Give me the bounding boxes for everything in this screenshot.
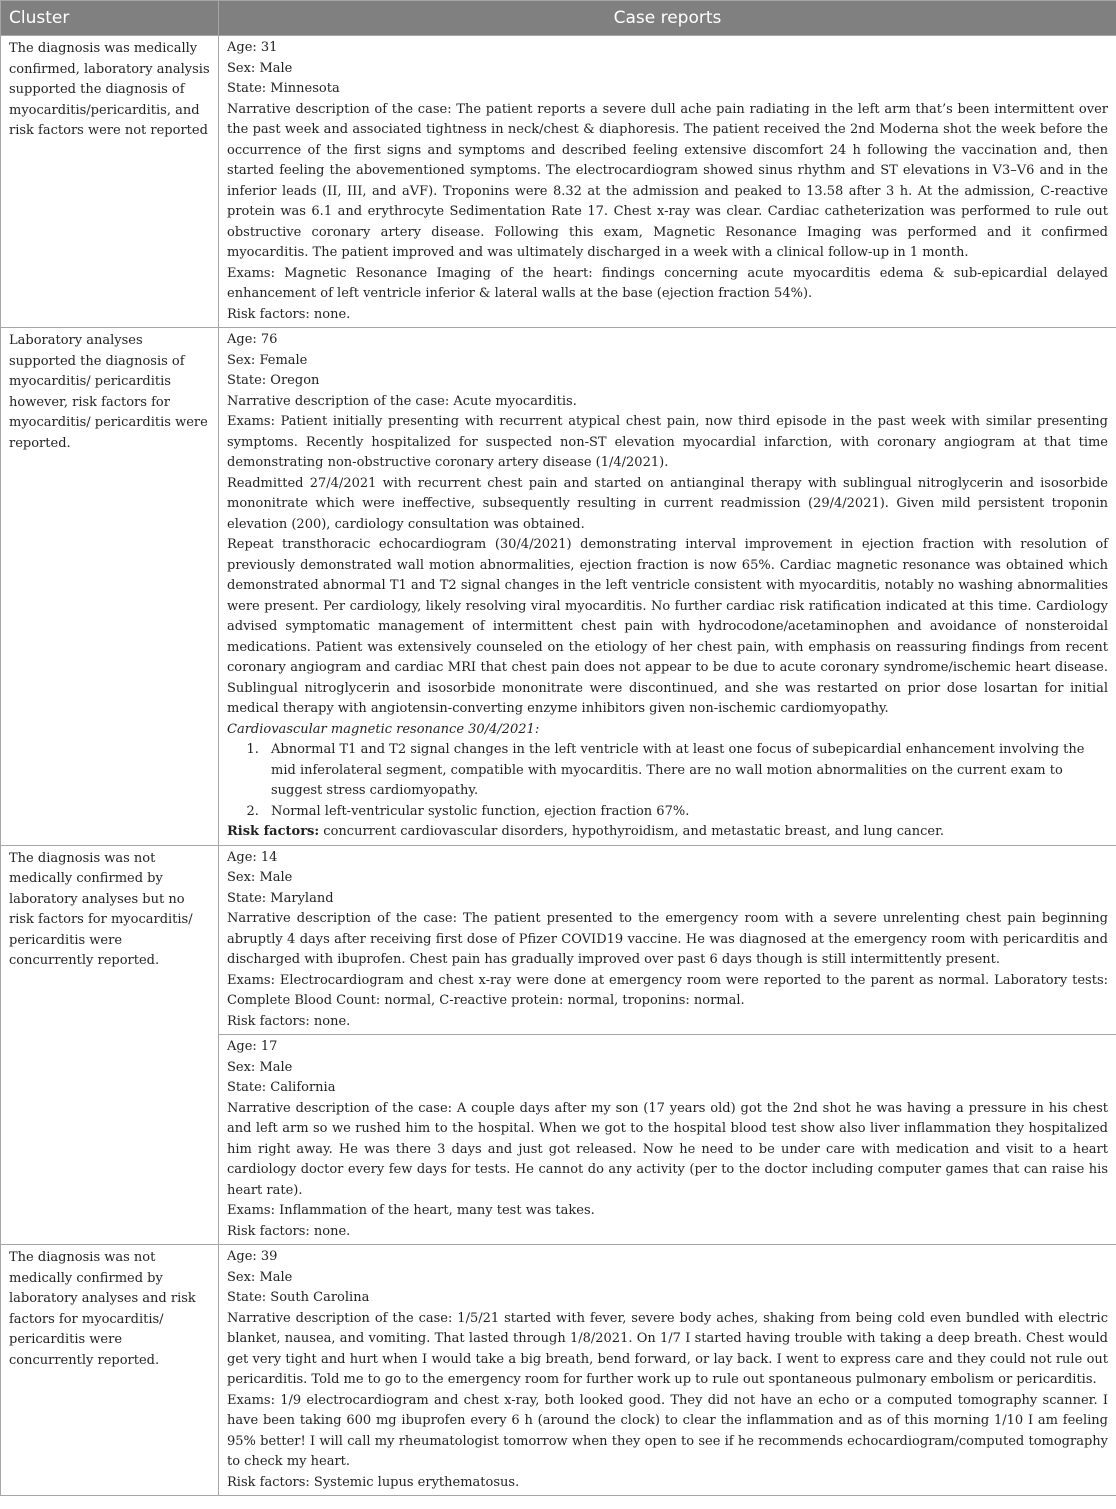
cluster-cell xyxy=(1,328,219,846)
cluster-cell xyxy=(1,36,219,328)
cmr-findings-list xyxy=(227,740,1108,822)
case-state: State: California xyxy=(227,1080,336,1095)
case-age: Age: 14 xyxy=(227,849,278,865)
case-risk-factors: Risk factors: none. xyxy=(227,1013,351,1029)
cluster-text: The diagnosis was not medically confirmed by laboratory analyses but no risk factors for myocarditis/ pericarditis were concurrently reported. xyxy=(9,850,193,968)
case-report-cell xyxy=(219,328,1116,846)
case-state: State: Minnesota xyxy=(227,81,340,96)
cmr-heading: Cardiovascular magnetic resonance 30/4/2021: xyxy=(227,721,540,737)
case-age: Age: 31 xyxy=(227,40,278,55)
case-report-cell xyxy=(219,845,1116,1035)
case-report-cell xyxy=(219,36,1116,328)
case-narrative: Narrative description of the case: The patient presented to the emergency room with a severe unrelenting chest pain beginning abruptly 4 days after receiving first dose of Pfizer COVID19 vaccine. He was diagnosed at the emergency room with pericarditis and discharged with ibuprofen. Chest pain has gradually improved over past 6 days though is still intermittently present. xyxy=(227,911,1108,967)
cluster-cell xyxy=(1,1245,219,1496)
case-risk-factors xyxy=(227,822,1108,843)
risk-factors-text: concurrent cardiovascular disorders, hypothyroidism, and metastatic breast, and lung cancer. xyxy=(319,824,945,839)
cluster-text: The diagnosis was medically confirmed, laboratory analysis supported the diagnosis of myocarditis/pericarditis, and risk factors were not reported xyxy=(9,41,210,138)
case-age: Age: 17 xyxy=(227,1039,278,1054)
case-sex: Sex: Female xyxy=(227,352,308,368)
case-narrative: Narrative description of the case: 1/5/21 started with fever, severe body aches, shaking from being cold even bundled with electric blanket, nausea, and vomiting. That lasted through 1/8/2021. On 1/7 I started having trouble with taking a deep breath. Chest would get very tight and hurt when I would take a big breath, bend forward, or lay back. I went to express care and they could not rule out pericarditis. Told me to go to the emergency room for further work up to rule out spontaneous pulmonary embolism or pericarditis. xyxy=(227,1310,1108,1387)
table-row xyxy=(1,1245,1116,1496)
case-narrative: Narrative description of the case: Acute myocarditis. xyxy=(227,393,577,409)
case-risk-factors: Risk factors: Systemic lupus erythematosus. xyxy=(227,1474,520,1490)
case-state: State: Oregon xyxy=(227,373,320,388)
risk-factors-label: Risk factors: xyxy=(227,824,320,839)
case-sex: Sex: Male xyxy=(227,870,293,885)
case-reports-header: Case reports xyxy=(219,1,1116,36)
header-row xyxy=(1,1,1116,36)
table-row xyxy=(1,328,1116,846)
case-age: Age: 39 xyxy=(227,1249,278,1264)
case-exams: Exams: Electrocardiogram and chest x-ray were done at emergency room were reported to the parent as normal. Laboratory tests: Complete Blood Count: normal, C-reactive protein: normal, troponins: normal. xyxy=(227,972,1108,1008)
case-state: State: Maryland xyxy=(227,890,334,906)
case-exams: Exams: Inflammation of the heart, many test was takes. xyxy=(227,1203,595,1218)
case-exams: Exams: Patient initially presenting with recurrent atypical chest pain, now third episode in the past week with similar presenting symptoms. Recently hospitalized for suspected non-ST elevation myocardial infarction, with coronary angiogram at that time demonstrating non-obstructive coronary artery disease (1/4/2021). xyxy=(227,414,1108,470)
case-narrative: Narrative description of the case: The patient reports a severe dull ache pain radiating in the left arm that’s been intermittent over the past week and associated tightness in neck/chest & diaphoresis. The patient received the 2nd Moderna shot the week before the occurrence of the first signs and symptoms and described feeling extensive discomfort 24 h following the vaccination and, then started feeling the abovementioned symptoms. The electrocardiogram showed sinus rhythm and ST elevations in V3–V6 and in the inferior leads (II, III, and aVF). Troponins were 8.32 at the admission and peaked to 13.58 after 3 h. At the admission, C-reactive protein was 6.1 and erythrocyte Sedimentation Rate 17. Chest x-ray was clear. Cardiac catheterization was performed to rule out obstructive coronary artery disease. Following this exam, Magnetic Resonance Imaging was performed and it confirmed myocarditis. The patient improved and was ultimately discharged in a week with a clinical follow-up in 1 month. xyxy=(227,101,1108,260)
case-exams: Exams: Magnetic Resonance Imaging of the heart: findings concerning acute myocarditis edema & sub-epicardial delayed enhancement of left ventricle inferior & lateral walls at the base (ejection fraction 54%). xyxy=(227,265,1108,301)
case-report-cell xyxy=(219,1245,1116,1496)
cluster-header: Cluster xyxy=(1,1,219,36)
case-risk-factors: Risk factors: none. xyxy=(227,1223,351,1239)
case-readmission: Readmitted 27/4/2021 with recurrent chest pain and started on antianginal therapy with sublingual nitroglycerin and isosorbide mononitrate which were ineffective, subsequently resulting in current readmission (29/4/2021). Given mild persistent troponin elevation (200), cardiology consultation was obtained. xyxy=(227,475,1108,532)
table-row xyxy=(1,36,1116,328)
case-sex: Sex: Male xyxy=(227,1269,293,1285)
list-item: 1. Abnormal T1 and T2 signal changes in the left ventricle with at least one focus of subepicardial enhancement involving the mid inferolateral segment, compatible with myocarditis. There are no wall motion abnormalities on the current exam to suggest stress cardiomyopathy. xyxy=(263,740,1108,802)
case-exams: Exams: 1/9 electrocardiogram and chest x-ray, both looked good. They did not have an echo or a computed tomography scanner. I have been taking 600 mg ibuprofen every 6 h (around the clock) to clear the inflammation and as of this morning 1/10 I am feeling 95% better! I will call my rheumatologist tomorrow when they open to see if he recommends echocardiogram/computed tomography to check my heart. xyxy=(227,1392,1108,1469)
case-report-cell xyxy=(219,1035,1116,1245)
case-narrative: Narrative description of the case: A couple days after my son (17 years old) got the 2nd shot he was having a pressure in his chest and left arm so we rushed him to the hospital. When we got to the hospital blood test show also liver inflammation they hospitalized him right away. He was there 3 days and just got released. Now he need to be under care with medication and visit to a heart cardiology doctor every few days for tests. He cannot do any activity (per to the doctor including computer games that can raise his heart rate). xyxy=(227,1100,1108,1198)
case-risk-factors: Risk factors: none. xyxy=(227,306,351,322)
case-repeat-echo: Repeat transthoracic echocardiogram (30/4/2021) demonstrating interval improvement in ejection fraction with resolution of previously demonstrated wall motion abnormalities, ejection fraction is now 65%. Cardiac magnetic resonance was obtained which demonstrated abnormal T1 and T2 signal changes in the left ventricle consistent with myocarditis, notably no washing abnormalities were present. Per cardiology, likely resolving viral myocarditis. No further cardiac risk ratification indicated at this time. Cardiology advised symptomatic management of intermittent chest pain with hydrocodone/acetaminophen and avoidance of nonsteroidal medications. Patient was extensively counseled on the etiology of her chest pain, with emphasis on reassuring findings from recent coronary angiogram and cardiac MRI that chest pain does not appear to be due to acute coronary syndrome/ischemic heart disease. Sublingual nitroglycerin and isosorbide mononitrate were discontinued, and she was restarted on prior dose losartan for initial medical therapy with angiotensin-converting enzyme inhibitors given non-ischemic cardiomyopathy. xyxy=(227,537,1108,716)
case-sex: Sex: Male xyxy=(227,60,293,76)
case-age: Age: 76 xyxy=(227,332,278,347)
cluster-text: The diagnosis was not medically confirmed by laboratory analyses and risk factors for myocarditis/ pericarditis were concurrently reported. xyxy=(9,1250,196,1368)
list-item: 2. Normal left-ventricular systolic function, ejection fraction 67%. xyxy=(263,802,1108,823)
case-sex: Sex: Male xyxy=(227,1059,293,1075)
table-row xyxy=(1,845,1116,1035)
cluster-text: Laboratory analyses supported the diagnosis of myocarditis/ pericarditis however, risk factors for myocarditis/ pericarditis were reported. xyxy=(9,333,208,451)
cluster-cell xyxy=(1,845,219,1245)
case-state: State: South Carolina xyxy=(227,1290,370,1305)
